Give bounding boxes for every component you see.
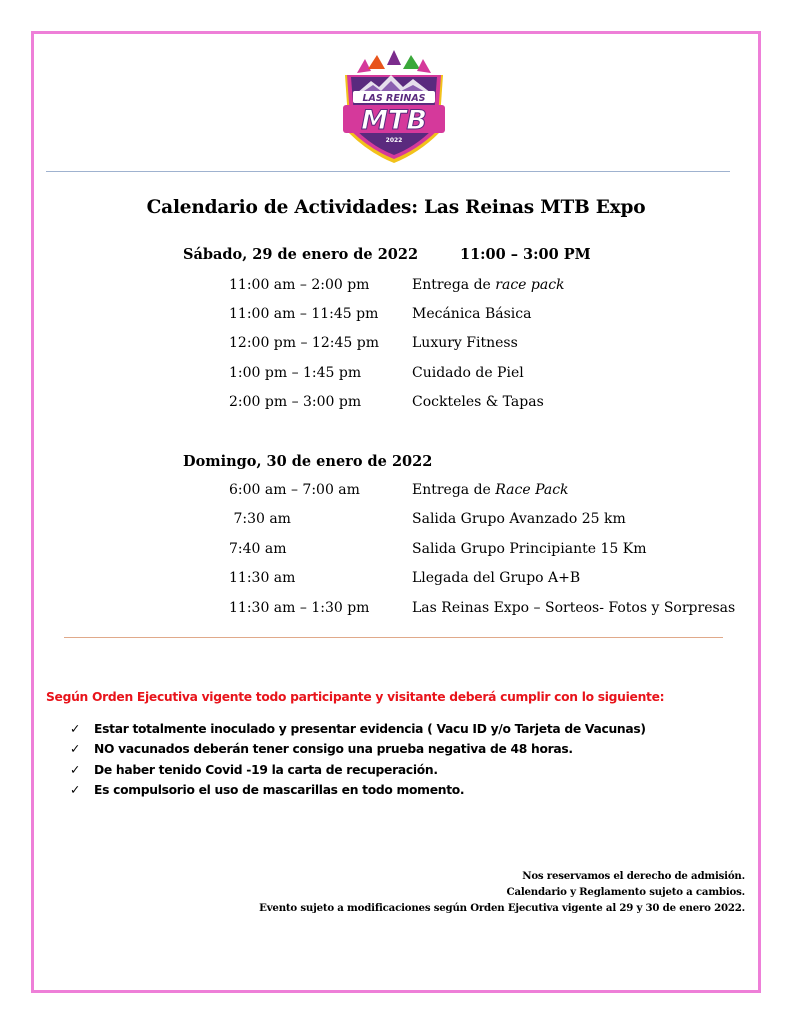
schedule-row <box>0 277 792 297</box>
footer-line: Calendario y Reglamento sujeto a cambios. <box>506 886 745 898</box>
row-activity: Cuidado de Piel <box>412 365 524 381</box>
requirement-text: Es compulsorio el uso de mascarillas en todo momento. <box>94 783 465 797</box>
schedule-row <box>0 600 792 620</box>
row-time: 11:00 am – 2:00 pm <box>229 277 370 293</box>
row-time: 12:00 pm – 12:45 pm <box>229 335 379 351</box>
section-divider <box>64 637 723 638</box>
checkmark-icon: ✓ <box>70 742 81 756</box>
row-time: 7:30 am <box>229 511 291 527</box>
row-time: 11:30 am – 1:30 pm <box>229 600 370 616</box>
checkmark-icon: ✓ <box>70 763 81 777</box>
schedule-row <box>0 365 792 385</box>
row-activity: Llegada del Grupo A+B <box>412 570 581 586</box>
row-time: 2:00 pm – 3:00 pm <box>229 394 362 410</box>
header-divider <box>46 171 730 172</box>
row-activity: Salida Grupo Avanzado 25 km <box>412 511 626 527</box>
checkmark-icon: ✓ <box>70 722 81 736</box>
footer-line: Nos reservamos el derecho de admisión. <box>522 870 745 882</box>
saturday-heading: Sábado, 29 de enero de 2022 <box>183 246 419 263</box>
checkmark-icon: ✓ <box>70 783 81 797</box>
row-activity: Salida Grupo Principiante 15 Km <box>412 541 647 557</box>
schedule-row <box>0 335 792 355</box>
row-time: 11:30 am <box>229 570 296 586</box>
las-reinas-mtb-logo <box>335 47 453 165</box>
logo-year-text: 2022 <box>385 137 403 144</box>
schedule-row <box>0 541 792 561</box>
row-activity: Entrega de Race Pack <box>412 482 569 498</box>
saturday-hours: 11:00 – 3:00 PM <box>460 246 591 263</box>
page-title: Calendario de Actividades: Las Reinas MTB Expo <box>146 197 646 218</box>
sunday-heading: Domingo, 30 de enero de 2022 <box>183 453 433 470</box>
schedule-row <box>0 511 792 531</box>
requirement-item <box>70 783 464 797</box>
requirement-item <box>70 763 438 777</box>
row-time: 11:00 am – 11:45 pm <box>229 306 379 322</box>
requirement-text: De haber tenido Covid -19 la carta de recuperación. <box>94 763 438 777</box>
requirement-text: Estar totalmente inoculado y presentar evidencia ( Vacu ID y/o Tarjeta de Vacunas) <box>94 722 646 736</box>
logo-main-text: MTB <box>361 105 427 136</box>
schedule-row <box>0 570 792 590</box>
row-time: 1:00 pm – 1:45 pm <box>229 365 362 381</box>
requirement-text: NO vacunados deberán tener consigo una prueba negativa de 48 horas. <box>94 742 573 756</box>
schedule-row <box>0 482 792 502</box>
footer-line: Evento sujeto a modificaciones según Orden Ejecutiva vigente al 29 y 30 de enero 2022. <box>259 902 745 914</box>
row-time: 6:00 am – 7:00 am <box>229 482 360 498</box>
requirement-item <box>70 722 646 736</box>
executive-order-notice: Según Orden Ejecutiva vigente todo participante y visitante deberá cumplir con lo siguiente: <box>46 690 665 704</box>
requirement-item <box>70 742 573 756</box>
schedule-row <box>0 394 792 414</box>
row-activity: Mecánica Básica <box>412 306 532 322</box>
row-activity: Cockteles & Tapas <box>412 394 544 410</box>
row-time: 7:40 am <box>229 541 287 557</box>
row-activity: Las Reinas Expo – Sorteos- Fotos y Sorpresas <box>412 600 736 616</box>
row-activity: Entrega de race pack <box>412 277 565 293</box>
schedule-row <box>0 306 792 326</box>
logo-small-text: LAS REINAS <box>362 93 426 104</box>
row-activity: Luxury Fitness <box>412 335 518 351</box>
